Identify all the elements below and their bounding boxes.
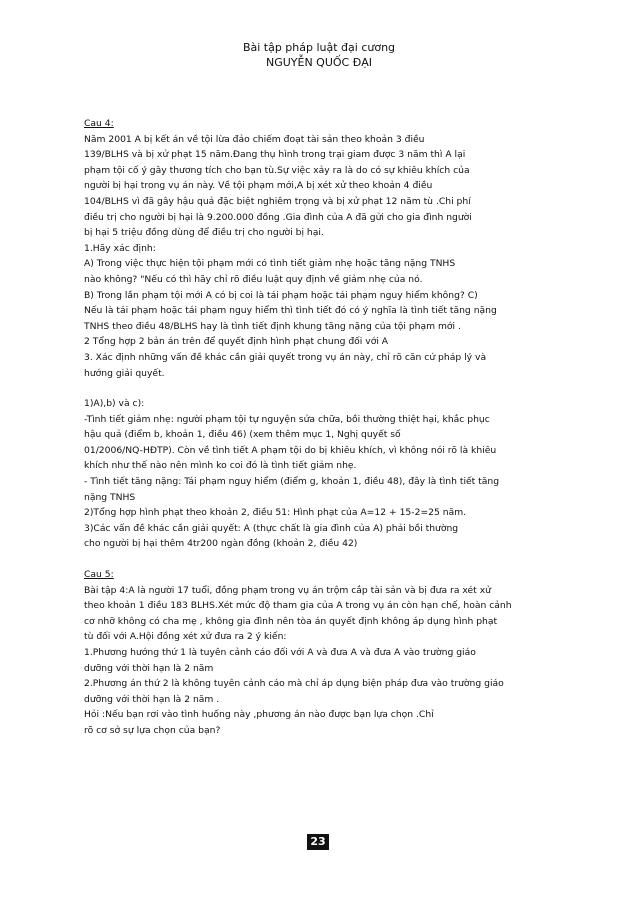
text-line: A) Trong việc thực hiện tội phạm mới có tình tiết giảm nhẹ hoặc tăng nặng TNHS bbox=[84, 258, 456, 270]
text-line: Nếu là tái phạm hoặc tái phạm nguy hiểm thì tình tiết đó có ý nghĩa là tình tiết tăng nặng bbox=[84, 305, 497, 317]
text-line: hậu quả (điểm b, khoản 1, điều 46) (xem thêm mục 1, Nghị quyết số bbox=[84, 429, 401, 441]
text-line: Bài tập 4:A là người 17 tuổi, đồng phạm trong vụ án trộm cắp tài sản và bị đưa ra xét xử bbox=[84, 584, 491, 596]
text-line: 3)Các vấn đề khác cần giải quyết: A (thực chất là gia đình của A) phải bồi thường bbox=[84, 522, 459, 534]
paragraph-gap bbox=[84, 381, 554, 396]
text-line: tù đối với A.Hội đồng xét xử đưa ra 2 ý kiến: bbox=[84, 631, 287, 643]
question-line: rõ cơ sở sự lựa chọn của bạn? bbox=[84, 724, 221, 736]
answer-heading: 1)A),b) và c): bbox=[84, 398, 145, 410]
text-line: 01/2006/NQ-HĐTP). Còn về tình tiết A phạm tội do bị khiêu khích, vì không nói rõ là khiêu bbox=[84, 444, 497, 456]
text-line: 2)Tổng hợp hình phạt theo khoản 2, điều 51: Hình phạt của A=12 + 15-2=25 năm. bbox=[84, 507, 467, 519]
text-line: theo khoản 1 điều 183 BLHS.Xét mức độ tham gia của A trong vụ án còn hạn chế, hoàn cảnh bbox=[84, 600, 512, 612]
text-line: 3. Xác định những vấn đề khác cần giải quyết trong vụ án này, chỉ rõ căn cứ pháp lý và bbox=[84, 351, 487, 363]
text-line: Năm 2001 A bị kết án về tội lừa đảo chiếm đoạt tài sản theo khoản 3 điều bbox=[84, 133, 425, 145]
text-line: -Tình tiết giảm nhẹ: người phạm tội tự nguyện sửa chữa, bồi thường thiệt hại, khắc phục bbox=[84, 413, 490, 425]
document-author: NGUYỄN QUỐC ĐẠI bbox=[265, 56, 373, 69]
text-line: điều trị cho người bị hại là 9.200.000 đồng .Gia đình của A đã gửi cho gia đình người bbox=[84, 211, 472, 223]
text-line: 2.Phương án thứ 2 là không tuyên cảnh cáo mà chỉ áp dụng biện pháp đưa vào trường giáo bbox=[84, 678, 504, 690]
page-header bbox=[0, 40, 638, 70]
question-4-heading: Cau 4: bbox=[84, 118, 114, 129]
text-line: dưỡng với thời hạn là 2 năm bbox=[84, 662, 214, 674]
text-line: 139/BLHS và bị xử phạt 15 năm.Đang thụ hình trong trại giam được 3 năm thì A lại bbox=[84, 149, 466, 161]
document-title: Bài tập pháp luật đại cương bbox=[242, 41, 396, 54]
text-line: 2 Tổng hợp 2 bản án trên để quyết định hình phạt chung đối với A bbox=[84, 336, 389, 348]
text-line: nặng TNHS bbox=[84, 491, 136, 503]
text-line: cho người bị hại thêm 4tr200 ngàn đồng (khoản 2, điều 42) bbox=[84, 538, 358, 550]
text-line: B) Trong lần phạm tội mới A có bị coi là tái phạm hoặc tái phạm nguy hiểm không? C) bbox=[84, 289, 478, 301]
text-line: khích như thế nào nên mình ko coi đó là tình tiết giảm nhẹ. bbox=[84, 460, 357, 472]
text-line: 1.Hãy xác định: bbox=[84, 242, 156, 254]
text-line: dưỡng với thời hạn là 2 năm . bbox=[84, 693, 220, 705]
text-line: nào không? "Nếu có thì hãy chỉ rõ điều luật quy định về giảm nhẹ của nó. bbox=[84, 273, 423, 285]
text-line: phạm tội cố ý gây thương tích cho bạn tù.Sự việc xảy ra là do có sự khiêu khích của bbox=[84, 164, 470, 176]
text-line: bị hại 5 triệu đồng dùng để điều trị cho người bị hại. bbox=[84, 227, 324, 239]
text-line: - Tình tiết tăng nặng: Tái phạm nguy hiểm (điểm g, khoản 1, điều 48), đây là tình tiết tăng bbox=[84, 476, 500, 488]
paragraph-gap bbox=[84, 552, 554, 567]
text-line: 1.Phương hướng thứ 1 là tuyên cảnh cáo đối với A và đưa A và đưa A vào trường giáo bbox=[84, 647, 476, 658]
text-line: hướng giải quyết. bbox=[84, 367, 165, 379]
text-line: người bị hại trong vụ án này. Về tội phạm mới,A bị xét xử theo khoản 4 điều bbox=[84, 180, 433, 192]
text-line: TNHS theo điều 48/BLHS hay là tình tiết định khung tăng nặng của tội phạm mới . bbox=[84, 320, 461, 332]
question-5-heading: Cau 5: bbox=[84, 569, 114, 581]
text-line: 104/BLHS vì đã gây hậu quả đặc biệt nghiêm trọng và bị xử phạt 12 năm tù .Chi phí bbox=[84, 195, 471, 207]
question-line: Hỏi :Nếu bạn rơi vào tình huống này ,phương án nào được bạn lựa chọn .Chỉ bbox=[84, 709, 434, 721]
text-line: cơ nhỡ không có cha mẹ , không gia đình nên tòa án quyết định không áp dụng hình phạt bbox=[84, 615, 498, 627]
document-body bbox=[84, 116, 554, 739]
page-number: 23 bbox=[307, 834, 329, 850]
